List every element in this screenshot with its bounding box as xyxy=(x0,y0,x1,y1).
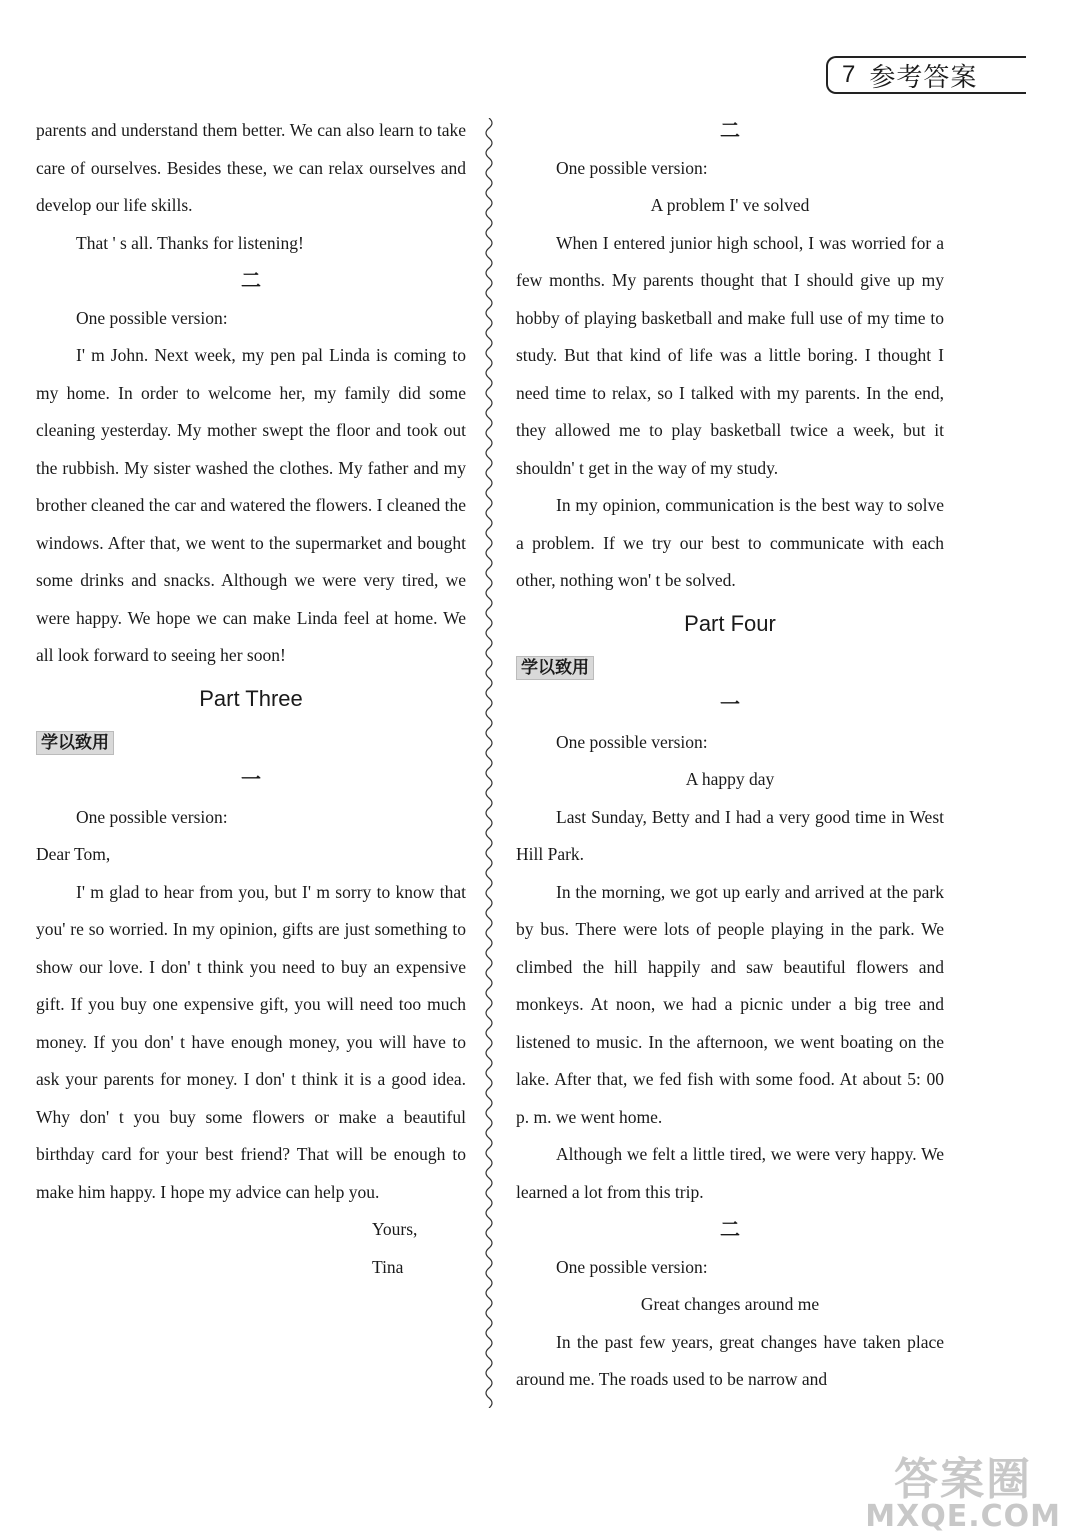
paragraph: parents and understand them better. We can also learn to take care of ourselves. Besides these, we can relax ourselves and develop our life skills. xyxy=(36,120,466,215)
watermark-cn: 答案圈 xyxy=(894,1454,1033,1505)
paragraph: In the past few years, great changes have taken place around me. The roads used to be narrow and xyxy=(516,1331,944,1389)
paragraph: In my opinion, communication is the best way to solve a problem. If we try our best to communicate with each other, nothing won' t be solved. xyxy=(516,495,944,590)
paragraph: Last Sunday, Betty and I had a very good time in West Hill Park. xyxy=(516,806,944,864)
section-label: 学以致用 xyxy=(36,731,114,755)
section-marker: 一 xyxy=(241,767,261,791)
intro-line: One possible version: xyxy=(76,806,228,827)
intro-line: One possible version: xyxy=(556,731,708,752)
intro-line: One possible version: xyxy=(76,307,228,328)
section-label: 学以致用 xyxy=(516,656,594,680)
paragraph: In the morning, we got up early and arrived at the park by bus. There were lots of people playing in the park. We climbed the hill happily and saw beautiful flowers and monkeys. At noon, we had a picnic under a big tree and listened to music. In the afternoon, we went boating on the lake. After that, we fed fish with some food. At about 5: 00 p. m. we went home. xyxy=(516,881,944,1127)
essay-title: A happy day xyxy=(685,769,775,789)
left-column xyxy=(36,112,466,1286)
part-title: Part Four xyxy=(684,610,776,636)
column-divider xyxy=(481,118,497,1408)
intro-line: One possible version: xyxy=(556,157,708,178)
page-number: 7 xyxy=(842,61,856,88)
section-marker: 二 xyxy=(720,1217,740,1241)
closing: Yours, xyxy=(372,1219,418,1239)
intro-line: One possible version: xyxy=(556,1256,708,1277)
paragraph: Although we felt a little tired, we were very happy. We learned a lot from this trip. xyxy=(516,1144,944,1202)
essay-title: A problem I' ve solved xyxy=(650,195,810,215)
section-marker: 二 xyxy=(241,268,261,292)
paragraph: When I entered junior high school, I was worried for a few months. My parents thought that I should give up my hobby of playing basketball and make full use of my time to study. But that kind of life was a little boring. I thought I need time to relax, so I talked with my parents. In the end, they allowed me to play basketball twice a week, but it shouldn' t get in the way of my study. xyxy=(516,232,944,478)
right-column xyxy=(516,112,944,1399)
part-title: Part Three xyxy=(199,685,303,711)
section-marker: 一 xyxy=(720,692,740,716)
page-header-title: 参考答案 xyxy=(869,62,978,93)
paragraph: I' m glad to hear from you, but I' m sorry to know that you' re so worried. In my opinion, gifts are just something to show our love. I don' t think you need to buy an expensive gift. If you buy one expensive gift, you will need too much money. If you don' t have enough money, you will have to ask your parents for money. I don' t think it is a good idea. Why don' t you buy some flowers or make a beautiful birthday card for your best friend? That will be enough to make him happy. I hope my advice can help you. xyxy=(36,881,466,1202)
section-marker: 二 xyxy=(720,118,740,142)
signature: Tina xyxy=(372,1256,404,1277)
paragraph: I' m John. Next week, my pen pal Linda is coming to my home. In order to welcome her, my family did some cleaning yesterday. My mother swept the floor and took out the rubbish. My sister washed the clothes. My father and my brother cleaned the car and watered the flowers. I cleaned the windows. After that, we went to the supermarket and bought some drinks and snacks. Although we were very tired, we were happy. We hope we can make Linda feel at home. We all look forward to seeing her soon! xyxy=(36,345,466,665)
page-header xyxy=(826,56,1026,94)
watermark-en: MXQE.COM xyxy=(865,1499,1061,1534)
essay-title: Great changes around me xyxy=(640,1294,820,1314)
paragraph: That ' s all. Thanks for listening! xyxy=(76,232,304,253)
watermark-logo xyxy=(865,1454,1061,1534)
salutation: Dear Tom, xyxy=(36,844,111,864)
